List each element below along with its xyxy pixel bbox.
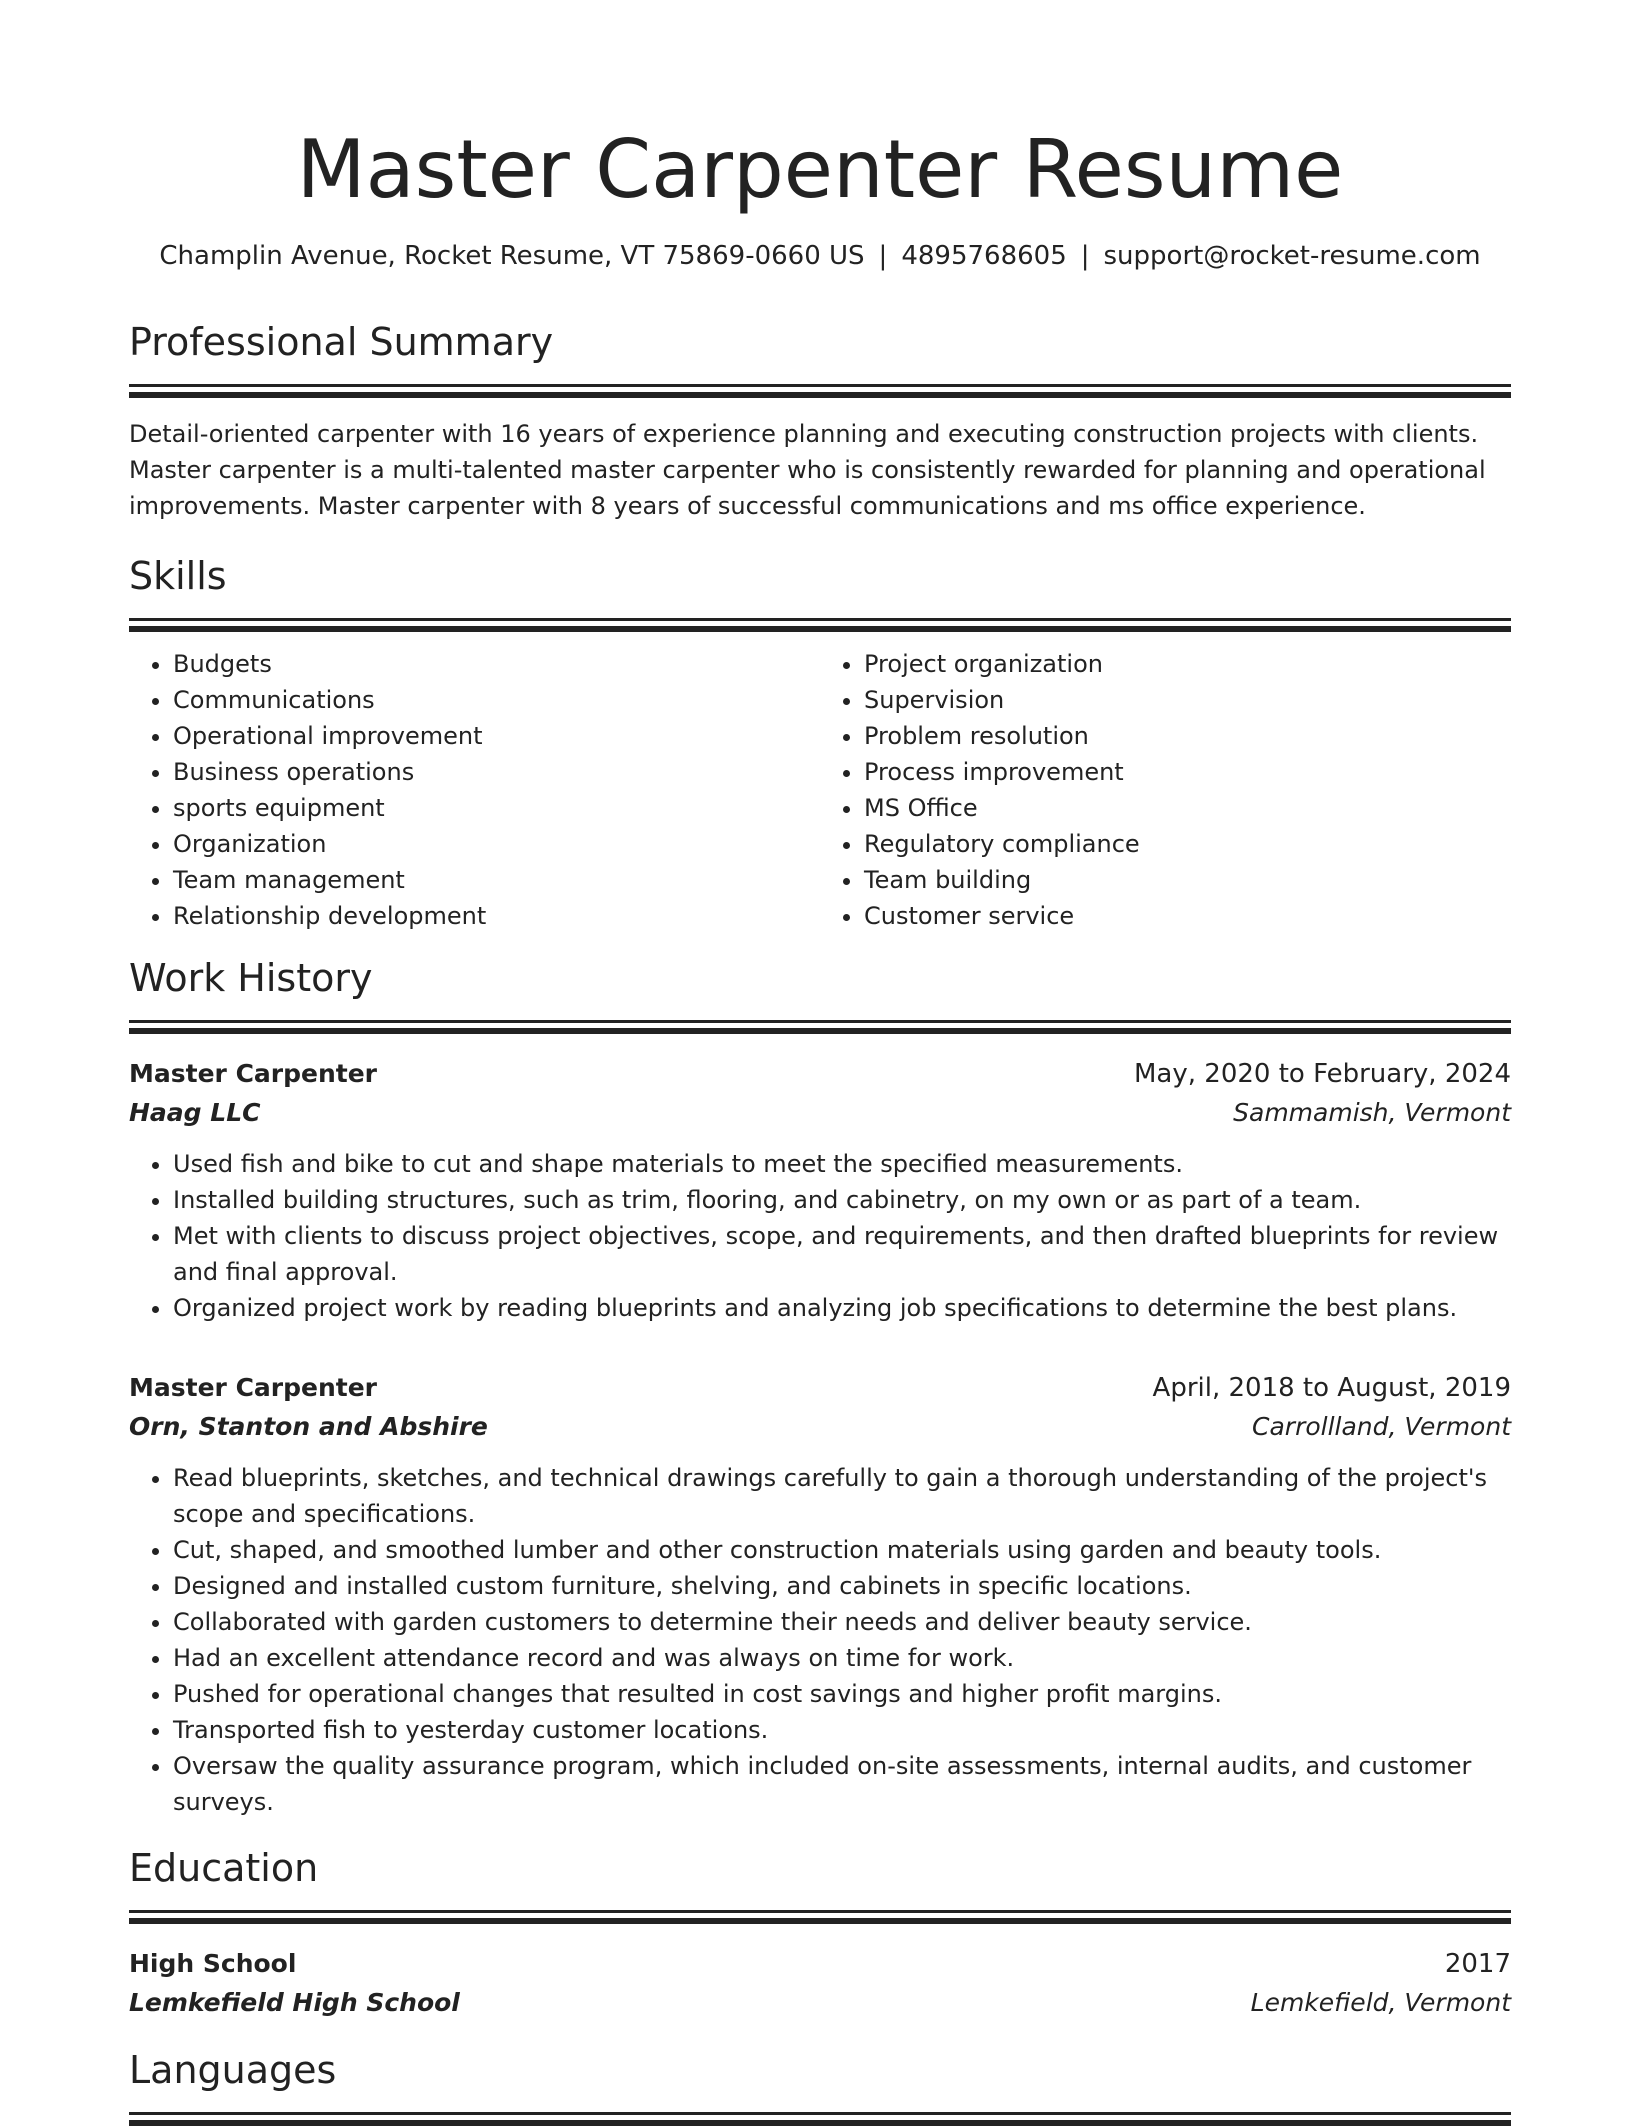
skill-item: • Operational improvement: [173, 718, 820, 754]
skill-item: • Relationship development: [173, 898, 820, 934]
skill-item: • Project organization: [864, 646, 1511, 682]
job-title: Master Carpenter: [129, 1373, 377, 1402]
skill-item: • sports equipment: [173, 790, 820, 826]
job-location: Sammamish, Vermont: [1233, 1098, 1511, 1127]
job-bullet: • Installed building structures, such as trim, flooring, and cabinetry, on my own or as part of a team.: [173, 1182, 1511, 1218]
job-bullet: • Collaborated with garden customers to determine their needs and deliver beauty service.: [173, 1604, 1511, 1640]
skill-item: • Team building: [864, 862, 1511, 898]
skill-item: • Communications: [173, 682, 820, 718]
job-bullet: • Designed and installed custom furniture, shelving, and cabinets in specific locations.: [173, 1568, 1511, 1604]
contact-address: Champlin Avenue, Rocket Resume, VT 75869-0660 US: [159, 241, 865, 271]
section-rule: [129, 2112, 1511, 2115]
skill-item: • Process improvement: [864, 754, 1511, 790]
skill-item: • Customer service: [864, 898, 1511, 934]
job-bullets: [129, 1146, 1511, 1326]
job-bullet: • Had an excellent attendance record and was always on time for work.: [173, 1640, 1511, 1676]
education-school-row: [129, 1984, 1511, 2022]
section-rule: [129, 618, 1511, 621]
summary-title: Professional Summary: [129, 320, 554, 364]
section-rule: [129, 1020, 1511, 1023]
education-location: Lemkefield, Vermont: [1250, 1988, 1511, 2017]
job-entry: [129, 1054, 1511, 1326]
job-header-row: [129, 1368, 1511, 1408]
languages-title: Languages: [129, 2048, 337, 2092]
contact-email: support@rocket-resume.com: [1103, 241, 1481, 271]
job-bullet: • Met with clients to discuss project objectives, scope, and requirements, and then drafted blueprints for review and final approval.: [173, 1218, 1511, 1290]
job-dates: April, 2018 to August, 2019: [1152, 1373, 1511, 1403]
section-rule: [129, 1918, 1511, 1924]
job-bullet: • Pushed for operational changes that resulted in cost savings and higher profit margins.: [173, 1676, 1511, 1712]
job-header-row: [129, 1054, 1511, 1094]
summary-section: [129, 318, 1511, 524]
skill-item: • Team management: [173, 862, 820, 898]
resume-name: Master Carpenter Resume: [296, 123, 1344, 216]
work-history-section: [129, 954, 1511, 1820]
skills-section: [129, 552, 1511, 934]
job-employer-row: [129, 1408, 1511, 1446]
job-bullet: • Cut, shaped, and smoothed lumber and other construction materials using garden and beauty tools.: [173, 1532, 1511, 1568]
contact-separator: |: [878, 241, 888, 271]
job-employer-row: [129, 1094, 1511, 1132]
job-bullets: [129, 1460, 1511, 1820]
skill-item: • Problem resolution: [864, 718, 1511, 754]
job-bullet: • Used fish and bike to cut and shape materials to meet the specified measurements.: [173, 1146, 1511, 1182]
job-dates: May, 2020 to February, 2024: [1134, 1059, 1511, 1089]
education-entry: [129, 1944, 1511, 2022]
job-bullet: • Oversaw the quality assurance program, which included on-site assessments, internal audits, and customer surveys.: [173, 1748, 1511, 1820]
skill-item: • Budgets: [173, 646, 820, 682]
job-bullet: • Organized project work by reading blueprints and analyzing job specifications to determine the best plans.: [173, 1290, 1511, 1326]
skill-item: • MS Office: [864, 790, 1511, 826]
job-bullet: • Read blueprints, sketches, and technical drawings carefully to gain a thorough understanding of the project's scope and specifications.: [173, 1460, 1511, 1532]
education-section: [129, 1844, 1511, 2022]
education-degree: High School: [129, 1949, 297, 1978]
section-rule: [129, 2120, 1511, 2126]
education-school: Lemkefield High School: [129, 1988, 460, 2017]
contact-phone: 4895768605: [901, 241, 1067, 271]
job-bullet: • Transported fish to yesterday customer locations.: [173, 1712, 1511, 1748]
section-rule: [129, 1910, 1511, 1913]
job-location: Carrollland, Vermont: [1252, 1412, 1511, 1441]
contact-separator: |: [1080, 241, 1090, 271]
section-rule: [129, 384, 1511, 387]
education-title: Education: [129, 1846, 319, 1890]
skill-item: • Organization: [173, 826, 820, 862]
job-employer: Haag LLC: [129, 1098, 261, 1127]
languages-section: [129, 2046, 1511, 2126]
education-header-row: [129, 1944, 1511, 1984]
resume-page: [129, 0, 1511, 2126]
skills-title: Skills: [129, 554, 227, 598]
work-history-title: Work History: [129, 956, 373, 1000]
skills-right-list: [820, 646, 1511, 934]
skill-item: • Supervision: [864, 682, 1511, 718]
skill-item: • Business operations: [173, 754, 820, 790]
skills-left-list: [129, 646, 820, 934]
job-title: Master Carpenter: [129, 1059, 377, 1088]
section-rule: [129, 626, 1511, 632]
contact-line: [129, 238, 1511, 274]
skill-item: • Regulatory compliance: [864, 826, 1511, 862]
skills-columns: [129, 646, 1511, 934]
summary-text: Detail-oriented carpenter with 16 years of experience planning and executing construction projects with clients. Master carpenter is a multi-talented master carpenter who is consistently rewarded for planning and operational improvements. Master carpenter with 8 years of successful communications and ms office experience.: [129, 420, 1486, 520]
section-rule: [129, 1028, 1511, 1034]
job-employer: Orn, Stanton and Abshire: [129, 1412, 488, 1441]
job-entry: [129, 1368, 1511, 1820]
section-rule: [129, 392, 1511, 398]
education-year: 2017: [1444, 1949, 1511, 1979]
